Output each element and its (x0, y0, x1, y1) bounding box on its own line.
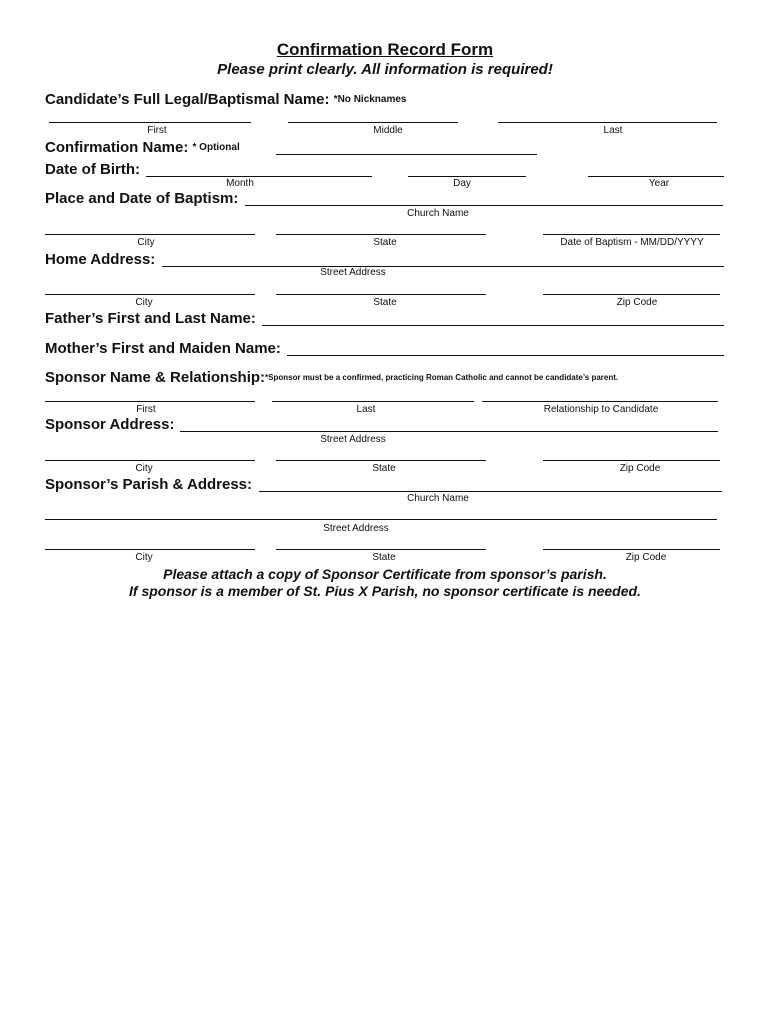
dob-day-field[interactable] (408, 176, 526, 177)
state-caption: State (373, 297, 397, 308)
candidate-last-name-field[interactable] (498, 122, 717, 123)
home-state-field[interactable] (276, 294, 486, 295)
street-address-caption: Street Address (320, 267, 386, 278)
sponsor-parish-state-field[interactable] (276, 549, 486, 550)
last-caption: Last (603, 125, 623, 136)
year-caption: Year (648, 178, 670, 189)
home-city-field[interactable] (45, 294, 255, 295)
street-address-caption: Street Address (320, 434, 386, 445)
city-caption: City (135, 463, 153, 474)
form-title: Confirmation Record Form (276, 40, 494, 59)
home-address-label: Home Address: (45, 251, 156, 268)
middle-caption: Middle (373, 125, 403, 136)
first-caption: First (136, 404, 156, 415)
state-caption: State (372, 463, 396, 474)
father-name-field[interactable] (262, 325, 724, 326)
sponsor-zip-field[interactable] (543, 460, 720, 461)
city-caption: City (135, 552, 153, 563)
sponsor-certificate-note: Please attach a copy of Sponsor Certificate from sponsor’s parish. (163, 566, 607, 582)
father-name-label: Father’s First and Last Name: (45, 310, 256, 327)
sponsor-parish-city-field[interactable] (45, 549, 255, 550)
baptism-date-field[interactable] (543, 234, 720, 235)
sponsor-name-label: Sponsor Name & Relationship:*Sponsor must be a confirmed, practicing Roman Catholic and cannot be candidate’s parent. (45, 369, 619, 386)
sponsor-street-field[interactable] (180, 431, 718, 432)
zip-code-caption: Zip Code (625, 552, 667, 563)
city-caption: City (135, 297, 153, 308)
sponsor-parish-zip-field[interactable] (543, 549, 720, 550)
sponsor-last-name-field[interactable] (272, 401, 474, 402)
relationship-caption: Relationship to Candidate (543, 404, 659, 415)
baptism-state-field[interactable] (276, 234, 486, 235)
baptism-city-field[interactable] (45, 234, 255, 235)
baptism-label: Place and Date of Baptism: (45, 190, 239, 207)
confirmation-name-field[interactable] (276, 154, 537, 155)
sponsor-state-field[interactable] (276, 460, 486, 461)
baptism-church-field[interactable] (245, 205, 723, 206)
month-caption: Month (226, 178, 254, 189)
city-caption: City (137, 237, 155, 248)
sponsor-requirement-note: *Sponsor must be a confirmed, practicing Roman Catholic and cannot be candidate’s parent. (265, 373, 619, 382)
sponsor-city-field[interactable] (45, 460, 255, 461)
parish-member-note: If sponsor is a member of St. Pius X Parish, no sponsor certificate is needed. (129, 583, 641, 599)
sponsor-parish-street-field[interactable] (45, 519, 717, 520)
sponsor-parish-church-field[interactable] (259, 491, 722, 492)
mother-name-label: Mother’s First and Maiden Name: (45, 340, 281, 357)
candidate-name-label: Candidate’s Full Legal/Baptismal Name: *No Nicknames (45, 91, 407, 108)
church-name-caption: Church Name (407, 208, 469, 219)
sponsor-first-name-field[interactable] (45, 401, 255, 402)
sponsor-parish-label: Sponsor’s Parish & Address: (45, 476, 252, 493)
dob-label: Date of Birth: (45, 161, 140, 178)
candidate-first-name-field[interactable] (49, 122, 251, 123)
day-caption: Day (453, 178, 471, 189)
candidate-middle-name-field[interactable] (288, 122, 458, 123)
church-name-caption: Church Name (407, 493, 469, 504)
street-address-caption: Street Address (323, 523, 389, 534)
dob-month-field[interactable] (146, 176, 372, 177)
zip-code-caption: Zip Code (616, 297, 658, 308)
sponsor-address-label: Sponsor Address: (45, 416, 175, 433)
first-caption: First (147, 125, 167, 136)
date-of-baptism-caption: Date of Baptism - MM/DD/YYYY (560, 237, 704, 248)
zip-code-caption: Zip Code (619, 463, 661, 474)
confirmation-name-label: Confirmation Name: * Optional (45, 139, 240, 156)
sponsor-relationship-field[interactable] (482, 401, 718, 402)
mother-name-field[interactable] (287, 355, 724, 356)
form-subtitle: Please print clearly. All information is required! (217, 61, 553, 78)
dob-year-field[interactable] (588, 176, 724, 177)
optional-note: * Optional (192, 142, 240, 153)
no-nicknames-note: *No Nicknames (333, 94, 407, 105)
state-caption: State (373, 237, 397, 248)
state-caption: State (372, 552, 396, 563)
last-caption: Last (356, 404, 376, 415)
home-zip-field[interactable] (543, 294, 720, 295)
